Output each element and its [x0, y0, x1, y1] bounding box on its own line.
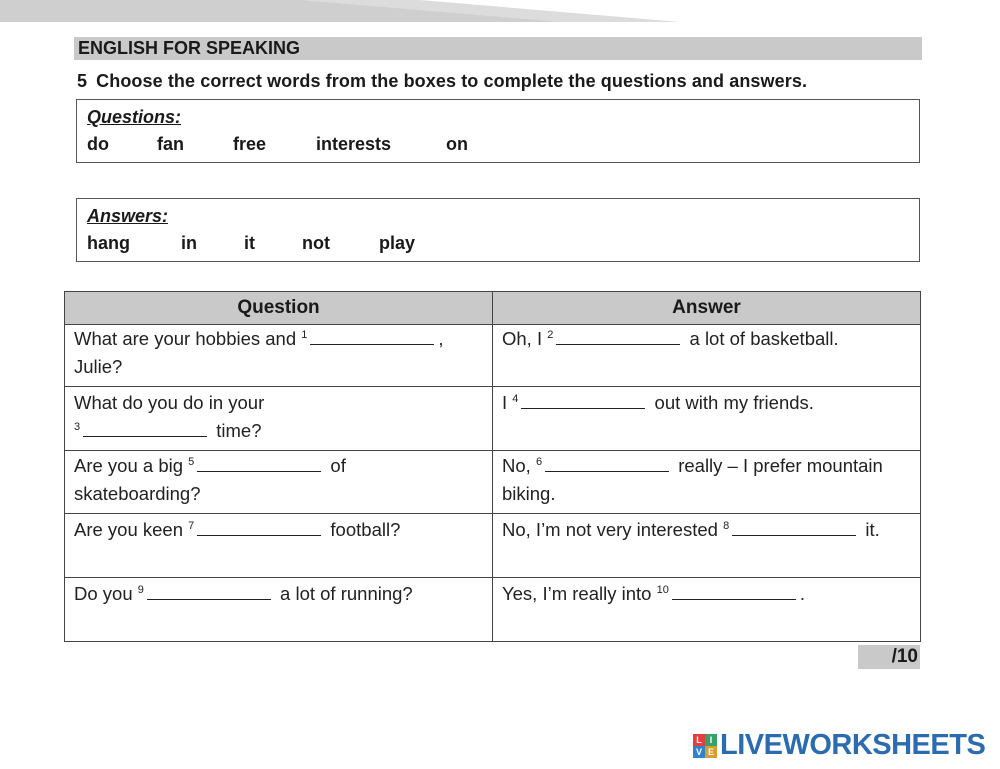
liveworksheets-logo-icon: L I V E	[693, 734, 717, 758]
liveworksheets-logo	[693, 729, 985, 762]
question-text: Do you	[74, 583, 138, 604]
table-row-3-question	[74, 452, 484, 508]
table-row-3-answer	[502, 452, 917, 508]
question-text: skateboarding?	[74, 483, 201, 504]
answers-word-box	[76, 198, 920, 262]
table-row-1-answer	[502, 325, 917, 353]
question-text: Are you a big	[74, 455, 189, 476]
answer-blank[interactable]	[672, 582, 796, 600]
score-label: /10	[858, 645, 920, 669]
answer-text: really – I prefer mountain	[673, 455, 883, 476]
answer-text: I	[502, 392, 513, 413]
answer-text: a lot of basketball.	[684, 328, 839, 349]
blank-number: 10	[656, 583, 669, 596]
question-text: Are you keen	[74, 519, 189, 540]
top-decorative-stripe	[0, 0, 1000, 30]
row-divider	[65, 513, 920, 514]
answers-word-list	[87, 233, 415, 254]
word-option[interactable]: do	[87, 134, 109, 154]
table-row-2-answer	[502, 389, 917, 417]
answer-text: it.	[860, 519, 880, 540]
instruction-text: Choose the correct words from the boxes to complete the questions and answers.	[96, 71, 808, 91]
row-divider	[65, 386, 920, 387]
table-row-1-question	[74, 325, 484, 381]
blank-number: 4	[512, 392, 519, 405]
question-text: time?	[211, 420, 262, 441]
exercise-number: 5	[77, 71, 88, 91]
question-text: Julie?	[74, 356, 123, 377]
column-divider	[492, 292, 493, 641]
answer-blank[interactable]	[556, 327, 680, 345]
blank-number: 1	[301, 328, 308, 341]
word-option[interactable]: free	[233, 134, 267, 154]
answer-blank[interactable]	[310, 327, 434, 345]
answer-text: out with my friends.	[649, 392, 814, 413]
answer-text: biking.	[502, 483, 556, 504]
answer-blank[interactable]	[197, 454, 321, 472]
blank-number: 8	[723, 519, 730, 532]
blank-number: 3	[74, 420, 81, 433]
instruction	[77, 71, 807, 92]
word-option[interactable]: it	[244, 233, 255, 253]
answer-blank[interactable]	[521, 391, 645, 409]
header-answer: Answer	[672, 297, 741, 318]
word-option[interactable]: not	[302, 233, 330, 253]
table-row-5-answer	[502, 580, 917, 608]
row-divider	[65, 577, 920, 578]
word-option[interactable]: play	[379, 233, 416, 253]
question-text: of	[325, 455, 346, 476]
table-row-5-question	[74, 580, 484, 608]
word-option[interactable]: on	[446, 134, 468, 154]
answer-blank[interactable]	[545, 454, 669, 472]
question-text: ,	[438, 328, 444, 349]
row-divider	[65, 450, 920, 451]
answer-text: .	[799, 583, 805, 604]
answer-blank[interactable]	[147, 582, 271, 600]
blank-number: 2	[547, 328, 554, 341]
blank-number: 6	[535, 455, 543, 468]
table-row-2-question	[74, 389, 484, 445]
word-option[interactable]: interests	[316, 134, 392, 154]
table-row-4-answer	[502, 516, 917, 544]
questions-box-title: Questions:	[87, 107, 182, 127]
answer-blank[interactable]	[732, 518, 856, 536]
answer-text: No,	[502, 455, 536, 476]
blank-number: 5	[188, 455, 195, 468]
section-header: ENGLISH FOR SPEAKING	[74, 37, 922, 60]
blank-number: 7	[188, 519, 195, 532]
word-option[interactable]: fan	[157, 134, 184, 154]
answer-text: Yes, I’m really into	[502, 583, 657, 604]
question-text: football?	[325, 519, 401, 540]
liveworksheets-logo-text: LIVEWORKSHEETS	[720, 729, 986, 761]
answer-blank[interactable]	[83, 419, 207, 437]
answer-text: No, I’m not very interested	[502, 519, 724, 540]
question-answer-table	[64, 291, 921, 642]
answer-text: Oh, I	[502, 328, 548, 349]
blank-number: 9	[137, 583, 144, 596]
question-text: What do you do in your	[74, 392, 265, 413]
answers-box-title: Answers:	[87, 206, 169, 226]
question-text: What are your hobbies and	[74, 328, 302, 349]
question-text: a lot of running?	[274, 583, 413, 604]
questions-word-box	[76, 99, 920, 163]
word-option[interactable]: hang	[87, 233, 130, 253]
header-question: Question	[237, 297, 320, 318]
answer-blank[interactable]	[197, 518, 321, 536]
questions-word-list	[87, 134, 468, 155]
table-row-4-question	[74, 516, 484, 544]
word-option[interactable]: in	[181, 233, 197, 253]
